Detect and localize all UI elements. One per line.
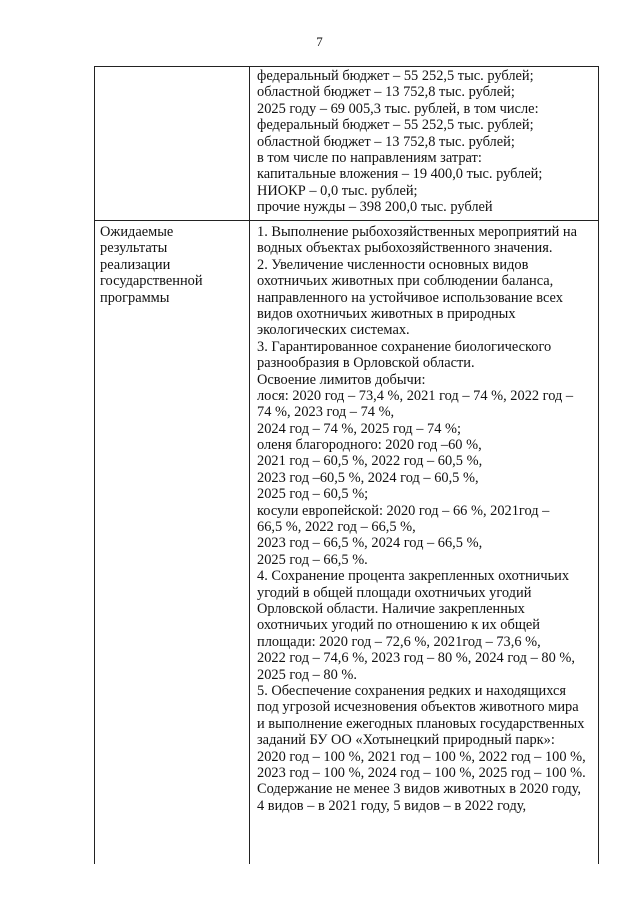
text-line: оленя благородного: 2020 год –60 %, (257, 437, 482, 454)
text-line: направленного на устойчивое использование всех (257, 289, 563, 306)
label-line: государственной (100, 273, 203, 290)
text-line: прочие нужды – 398 200,0 тыс. рублей (257, 199, 493, 216)
text-line: 2. Увеличение численности основных видов (257, 256, 529, 273)
text-line: 4. Сохранение процента закрепленных охотничьих (257, 568, 570, 585)
text-line: 2025 год – 66,5 %. (257, 551, 368, 568)
program-table (94, 66, 599, 864)
text-line: федеральный бюджет – 55 252,5 тыс. рублей; (257, 117, 534, 134)
text-line: областной бюджет – 13 752,8 тыс. рублей; (257, 84, 515, 101)
text-line: 74 %, 2023 год – 74 %, (257, 404, 395, 421)
text-line: 2025 год – 60,5 %; (257, 486, 369, 503)
label-line: Ожидаемые (100, 224, 174, 240)
text-line: заданий БУ ОО «Хотынецкий природный парк»: (257, 732, 555, 749)
text-line: 3. Гарантированное сохранение биологического (257, 338, 552, 355)
text-line: НИОКР – 0,0 тыс. рублей; (257, 182, 418, 199)
text-line: охотничьих угодий по отношению к их общей (257, 617, 540, 634)
text-line: 4 видов – в 2021 году, 5 видов – в 2022 году, (257, 797, 527, 814)
text-line: водных объектах рыбохозяйственного значения. (257, 240, 553, 257)
text-line: 5. Обеспечение сохранения редких и находящихся (257, 682, 567, 699)
text-line: 1. Выполнение рыбохозяйственных мероприятий на (257, 224, 578, 240)
text-line: 2020 год – 100 %, 2021 год – 100 %, 2022 год – 100 %, (257, 748, 586, 765)
text-line: угодий в общей площади охотничьих угодий (257, 584, 532, 601)
text-line: в том числе по направлениям затрат: (257, 149, 482, 166)
text-line: разнообразия в Орловской области. (257, 355, 475, 372)
column-divider (249, 67, 250, 864)
text-line: областной бюджет – 13 752,8 тыс. рублей; (257, 133, 515, 150)
text-line: Освоение лимитов добычи: (257, 371, 426, 388)
text-line: 2023 год – 100 %, 2024 год – 100 %, 2025 год – 100 %. (257, 764, 586, 781)
page-number: 7 (316, 34, 323, 49)
label-line: результаты (100, 240, 168, 257)
text-line: Орловской области. Наличие закрепленных (257, 600, 525, 617)
text-line: федеральный бюджет – 55 252,5 тыс. рублей; (257, 68, 534, 84)
text-line: капитальные вложения – 19 400,0 тыс. рублей; (257, 166, 543, 183)
expected-results-label-cell (100, 224, 203, 306)
funding-continuation-cell (257, 68, 542, 216)
text-line: охотничьих животных при соблюдении баланса, (257, 273, 554, 290)
label-line: реализации (100, 256, 171, 273)
label-line: программы (100, 289, 170, 306)
text-line: 2022 год – 74,6 %, 2023 год – 80 %, 2024 год – 80 %, (257, 650, 575, 667)
text-line: видов охотничьих животных в природных (257, 305, 516, 322)
text-line: 2021 год – 60,5 %, 2022 год – 60,5 %, (257, 453, 483, 470)
text-line: и выполнение ежегодных плановых государственных (257, 715, 585, 732)
text-line: под угрозой исчезновения объектов животного мира (257, 699, 579, 716)
text-line: экологических системах. (257, 322, 410, 339)
text-line: 66,5 %, 2022 год – 66,5 %, (257, 519, 416, 536)
row-divider (95, 220, 598, 221)
text-line: Содержание не менее 3 видов животных в 2020 году, (257, 781, 582, 798)
expected-results-content-cell (257, 224, 586, 814)
text-line: 2024 год – 74 %, 2025 год – 74 %; (257, 420, 461, 437)
text-line: 2025 году – 69 005,3 тыс. рублей, в том числе: (257, 100, 539, 117)
text-line: лося: 2020 год – 73,4 %, 2021 год – 74 %, 2022 год – (257, 387, 574, 404)
text-line: косули европейской: 2020 год – 66 %, 2021год – (257, 502, 550, 519)
text-line: площади: 2020 год – 72,6 %, 2021год – 73,6 %, (257, 633, 541, 650)
text-line: 2025 год – 80 %. (257, 666, 357, 683)
text-line: 2023 год – 66,5 %, 2024 год – 66,5 %, (257, 535, 483, 552)
text-line: 2023 год –60,5 %, 2024 год – 60,5 %, (257, 469, 479, 486)
